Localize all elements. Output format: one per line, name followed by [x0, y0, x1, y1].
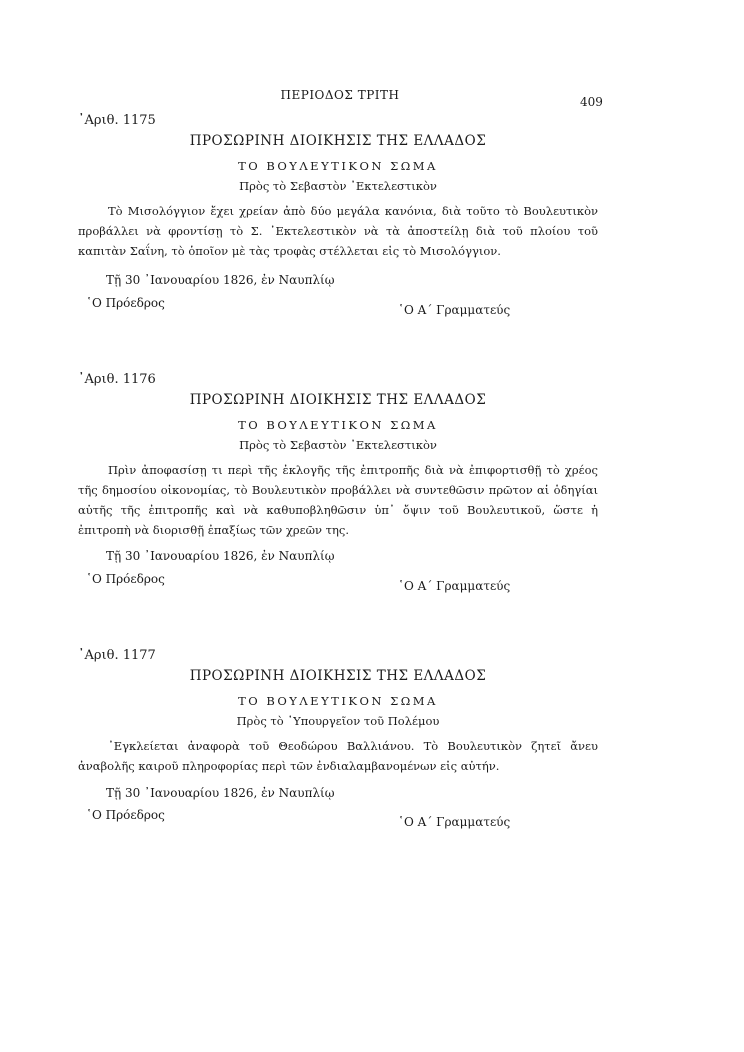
- document-sender: ΤΟ ΒΟΥΛΕΥΤΙΚΟΝ ΣΩΜΑ: [238, 159, 438, 173]
- document-title: ΠΡΟΣΩΡΙΝΗ ΔΙΟΙΚΗΣΙΣ ΤΗΣ ΕΛΛΑΔΟΣ: [189, 133, 487, 149]
- document-date: Τῇ 30 ᾿Ιανουαρίου 1826, ἐν Ναυπλίῳ: [106, 549, 335, 563]
- document-president-signature: ῾Ο Πρόεδρος: [86, 296, 165, 310]
- document-secretary-signature: ῾Ο Α΄ Γραμματεύς: [398, 303, 511, 317]
- document-president-signature: ῾Ο Πρόεδρος: [86, 808, 165, 822]
- page-number: 409: [580, 95, 603, 109]
- document-date: Τῇ 30 ᾿Ιανουαρίου 1826, ἐν Ναυπλίῳ: [106, 273, 335, 287]
- document-title: ΠΡΟΣΩΡΙΝΗ ΔΙΟΙΚΗΣΙΣ ΤΗΣ ΕΛΛΑΔΟΣ: [189, 668, 487, 684]
- document-sender: ΤΟ ΒΟΥΛΕΥΤΙΚΟΝ ΣΩΜΑ: [238, 694, 438, 708]
- document-sender: ΤΟ ΒΟΥΛΕΥΤΙΚΟΝ ΣΩΜΑ: [238, 418, 438, 432]
- page-header: ΠΕΡΙΟΔΟΣ ΤΡΙΤΗ: [280, 88, 400, 102]
- document-number: ᾿Αριθ. 1176: [78, 372, 156, 387]
- document-title: ΠΡΟΣΩΡΙΝΗ ΔΙΟΙΚΗΣΙΣ ΤΗΣ ΕΛΛΑΔΟΣ: [189, 392, 487, 408]
- document-secretary-signature: ῾Ο Α΄ Γραμματεύς: [398, 815, 511, 829]
- document-recipient: Πρὸς τὸ Σεβαστὸν ᾿Εκτελεστικὸν: [239, 179, 437, 193]
- document-body: Τὸ Μισολόγγιον ἔχει χρείαν ἀπὸ δύο μεγάλα κανόνια, διὰ τοῦτο τὸ Βουλευτικὸν προβάλλει νὰ φροντίσῃ τὸ Σ. ᾿Εκτελεστικὸν νὰ τὰ ἀποστείλῃ διὰ τοῦ πλοίου τοῦ καπιτὰν Σαΐνη, τὸ ὁποῖον μὲ τὰς τροφὰς στέλλεται εἰς τὸ Μισολόγγιον.: [78, 204, 598, 258]
- document-date: Τῇ 30 ᾿Ιανουαρίου 1826, ἐν Ναυπλίῳ: [106, 786, 335, 800]
- document-recipient: Πρὸς τὸ ῾Υπουργεῖον τοῦ Πολέμου: [236, 714, 440, 728]
- document-body: ᾿Εγκλείεται ἀναφορὰ τοῦ Θεοδώρου Βαλλιάνου. Τὸ Βουλευτικὸν ζητεῖ ἄνευ ἀναβολῆς καιροῦ πληροφορίας περὶ τῶν ἐνδιαλαμβανομένων εἰς αὐτήν.: [78, 739, 598, 773]
- document-secretary-signature: ῾Ο Α΄ Γραμματεύς: [398, 579, 511, 593]
- document-recipient: Πρὸς τὸ Σεβαστὸν ᾿Εκτελεστικὸν: [239, 438, 437, 452]
- document-president-signature: ῾Ο Πρόεδρος: [86, 572, 165, 586]
- document-number: ᾿Αριθ. 1175: [78, 113, 156, 128]
- document-number: ᾿Αριθ. 1177: [78, 648, 156, 663]
- document-body: Πρὶν ἀποφασίσῃ τι περὶ τῆς ἐκλογῆς τῆς ἐπιτροπῆς διὰ νὰ ἐπιφορτισθῇ τὸ χρέος τῆς δημοσίου οἰκονομίας, τὸ Βουλευτικὸν προβάλλει νὰ συντεθῶσιν πρῶτον αἱ ὁδηγίαι αὐτῆς τῆς ἐπιτροπῆς καὶ νὰ καθυποβληθῶσιν ὑπ᾿ ὄψιν τοῦ Βουλευτικοῦ, ὥστε ἡ ἐπιτροπὴ νὰ διορισθῇ ἐπαξίως τῶν χρεῶν της.: [78, 463, 598, 537]
